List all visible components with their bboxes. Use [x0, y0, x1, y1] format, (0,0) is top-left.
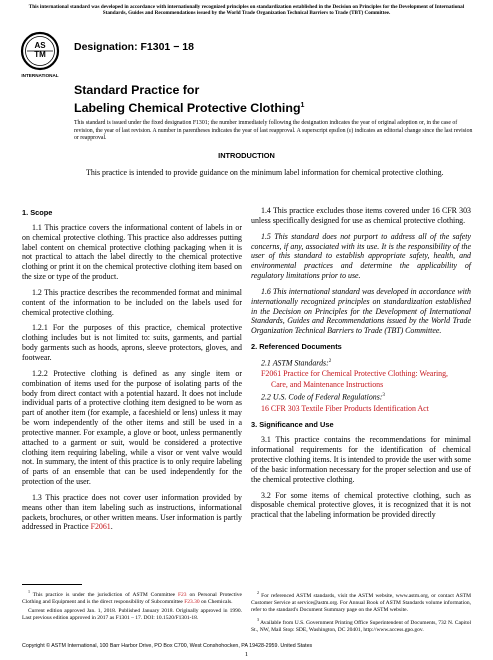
left-column	[22, 206, 242, 538]
footnote-3: $^3$ Available from U.S. Government Printing Office Superintendent of Documents, 732 N. Capitol St., NW, Mail Stop: SDE, Washington, DC 20401, http://www.access.gpo.gov.	[251, 617, 472, 634]
page-number: 1	[244, 651, 249, 658]
footnotes-left	[22, 588, 242, 624]
section-heading-scope: 1. Scope	[22, 208, 53, 217]
section-heading-referenced-documents: 2. Referenced Documents	[251, 342, 342, 352]
ref-link-f23[interactable]: F23	[178, 591, 187, 598]
footnote-2: $^2$ For referenced ASTM standards, visit the ASTM website, www.astm.org, or contact ASTM Customer Service at service@astm.org. For Annual Book of ASTM Standards volume information, refer to the standard's Document Summary page on the ASTM website.	[251, 590, 472, 614]
copyright-line: Copyright © ASTM International, 100 Barr Harbor Drive, PO Box C700, West Conshohocken, PA 19428-2959. United States	[22, 643, 313, 649]
title-line-1: Standard Practice for	[74, 83, 200, 97]
reference-f2061: F2061 Practice for Chemical Protective Clothing: Wearing,	[261, 369, 449, 379]
paragraph-1-6: 1.6 This international standard was developed in accordance with internationally recognized principles on standardization established in the Decision on Principles for the Development of International Standards, Guides and Recommendations issued by the World Trade Organization Technical Barriers to Trade (TBT) Committee.	[251, 286, 471, 336]
paragraph-2-1: 2.1 ASTM Standards:$^2$	[261, 358, 332, 368]
footnote-divider-left	[22, 584, 82, 585]
paragraph-1-2: 1.2 This practice describes the recommended format and minimal content of the information to be included on the labels used for chemical protective clothing.	[22, 287, 242, 317]
ref-link-f2061-code[interactable]: F2061	[261, 369, 282, 379]
paragraph-1-1: 1.1 This practice covers the informational content of labels in or on chemical protective clothing. This practice also addresses putting label content on chemical protective clothing packaging when it is not practical to attach the label directly to the chemical protective clothing or print it on the chemical protective clothing item based on the size or type of the product.	[22, 222, 242, 282]
svg-text:AS: AS	[34, 41, 46, 50]
paragraph-3-1: 3.1 This practice contains the recommendations for minimal informational requirements for the identification of chemical protective clothing items. It is intended to provide the user with some of the basic information necessary for the proper selection and use of the chemical protective clothing.	[251, 435, 471, 484]
reference-f2061-cont: Care, and Maintenance Instructions	[271, 380, 384, 390]
introduction-heading: INTRODUCTION	[218, 151, 275, 160]
designation: Designation: F1301 − 18	[74, 41, 194, 53]
footnote-edition: Current edition approved Jan. 1, 2018. Published January 2018. Originally approved in 1990. Last previous edition approved in 2017 as F1301 – 17. DOI: 10.1520/F1301-18.	[22, 608, 242, 622]
title-footnote-mark: 1	[300, 102, 305, 109]
footnote-1: $^1$ This practice is under the jurisdiction of ASTM Committee F23 on Personal Protective Clothing and Equipment and is the direct responsibility of Subcommittee F23.30 on Chemicals.	[22, 589, 242, 605]
title-line-2: Labeling Chemical Protective Clothing$^1$	[74, 101, 305, 116]
paragraph-1-5: 1.5 This standard does not purport to address all of the safety concerns, if any, associated with its use. It is the responsibility of the user of this standard to establish appropriate safety, health, and environmental practices and determine the applicability of regulatory limitations prior to use.	[251, 231, 471, 281]
footnotes-right	[251, 589, 471, 636]
astm-logo	[18, 30, 62, 80]
introduction-text: This practice is intended to provide guidance on the minimum label information for chemical protective clothing.	[86, 168, 444, 177]
ref-link-f2061[interactable]: F2061	[90, 522, 111, 532]
ref-link-16cfr303[interactable]: 16 CFR 303	[261, 403, 300, 413]
issuance-statement: This standard is issued under the fixed designation F1301; the number immediately following the designation indicates the year of original adoption or, in the case of revision, the year of last revision. A number in parentheses indicates the year of last reapproval. A superscript epsilon (ε) indicates an editorial change since the last revision or reapproval.	[74, 120, 473, 142]
svg-text:TM: TM	[34, 50, 46, 59]
reference-16cfr303: 16 CFR 303 Textile Fiber Products Identification Act	[261, 403, 429, 413]
document-title	[74, 83, 304, 116]
ref-link-f23-30[interactable]: F23.30	[184, 598, 200, 605]
paragraph-1-2-2: 1.2.2 Protective clothing is defined as any single item or combination of items used for the purpose of isolating parts of the body from direct contact with a potential hazard. It does not include individual parts of a protective clothing item designed to be worn as part of another item (for example, a faceshield or lens) unless it may be worn independently of the other items and still be used in a protective manner. For example, a glove or boot, unless permanently attached to a garment or suit, would be considered a protective clothing item requiring labeling, while a visor or vent valve would not. In summary, the intent of this practice is to only require labeling of parts of an ensemble that can be used independently for the protection of the user.	[22, 368, 242, 487]
paragraph-2-2: 2.2 U.S. Code of Federal Regulations:$^3$	[261, 392, 385, 402]
paragraph-3-2: 3.2 For some items of chemical protective clothing, such as disposable chemical protective gloves, it is recognized that it is not practical that the labeling information be provided directly	[251, 490, 471, 520]
paragraph-1-3: 1.3 This practice does not cover user information provided by means other than item labeling such as instructions, informational packets, brochures, or other written means. User information is partly addressed in Practice F2061.	[22, 492, 242, 532]
astm-logo-icon	[18, 30, 62, 80]
svg-text:INTERNATIONAL: INTERNATIONAL	[21, 73, 59, 78]
paragraph-1-2-1: 1.2.1 For the purposes of this practice, chemical protective clothing includes but is not limited to: suits, garments, and partial body garments such as hoods, aprons, sleeve protectors, gloves, and footwear.	[22, 323, 242, 362]
publication-notice: This international standard was developed in accordance with internationally recognized principles on standardization established in the Decision on Principles for the Development of International Standards, Guides and Recommendations issued by the World Trade Organization Technical Barriers to Trade (TBT) Committee.	[28, 4, 465, 17]
section-heading-significance: 3. Significance and Use	[251, 420, 334, 430]
paragraph-1-4: 1.4 This practice excludes those items covered under 16 CFR 303 unless specifically designed for use as chemical protective clothing.	[251, 206, 471, 225]
right-column	[251, 206, 471, 526]
